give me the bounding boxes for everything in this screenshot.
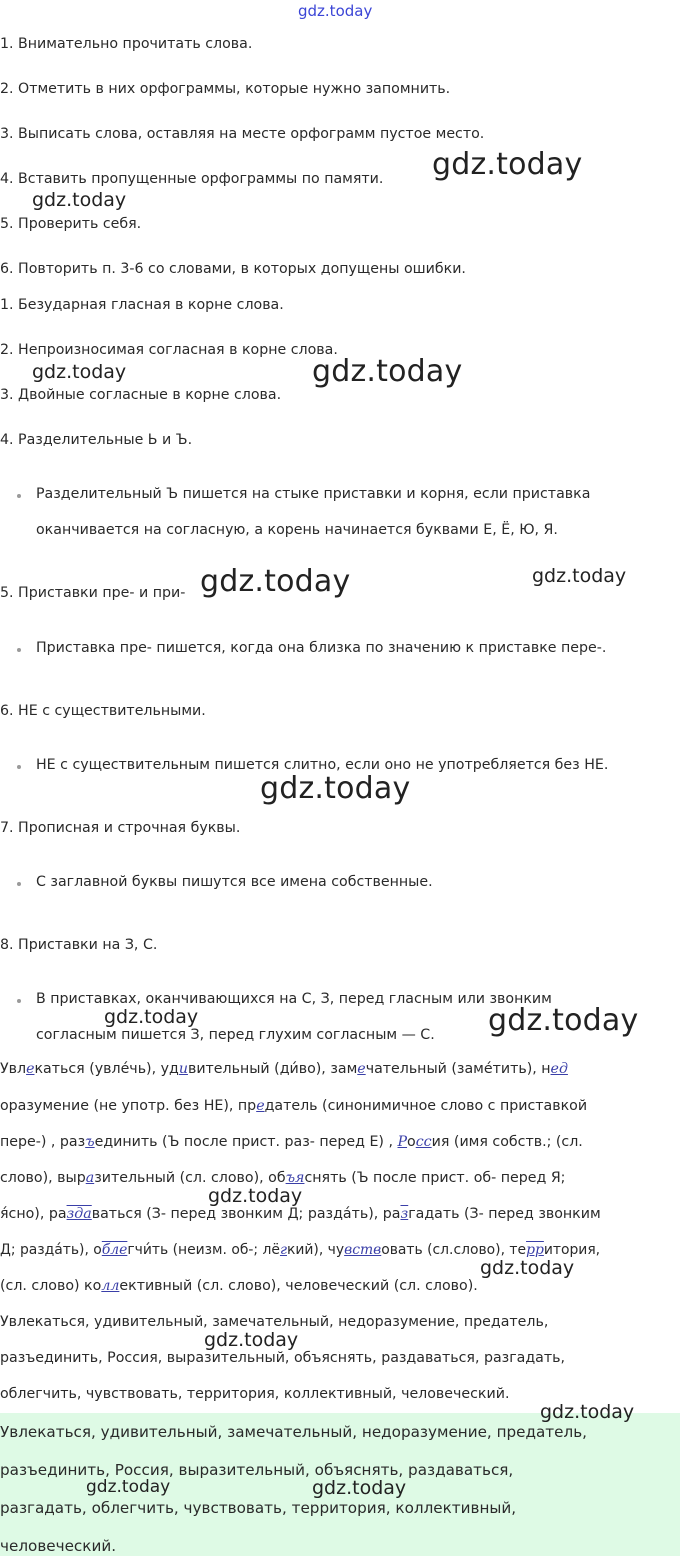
step-6: 6. Повторить п. 3-6 со словами, в которых допущены ошибки.: [0, 261, 466, 277]
answer-plain-line-1: Увлекаться, удивительный, замечательный, недоразумение, предатель,: [0, 1314, 549, 1330]
analysis-line-5: я́сно), раздаваться (З- перед звонким Д; разда́ть), разгадать (З- перед звонким: [0, 1206, 601, 1222]
rule-1-heading: 1. Безударная гласная в корне слова.: [0, 297, 284, 313]
answer-highlight-line-4: человеческий.: [0, 1537, 117, 1555]
watermark: gdz.today: [86, 1477, 171, 1497]
answer-highlight-line-1: Увлекаться, удивительный, замечательный, недоразумение, предатель,: [0, 1423, 587, 1441]
orthogram-mark: е: [26, 1061, 35, 1077]
answer-highlight-line-2: разъединить, Россия, выразительный, объяснять, раздаваться,: [0, 1461, 514, 1479]
watermark: gdz.today: [488, 1003, 639, 1038]
answer-plain-line-3: облегчить, чувствовать, территория, коллективный, человеческий.: [0, 1386, 510, 1402]
orthogram-mark: вств: [344, 1242, 382, 1258]
watermark: gdz.today: [312, 1477, 407, 1499]
orthogram-mark: е: [357, 1061, 366, 1077]
watermark: gdz.today: [532, 565, 627, 587]
orthogram-mark: а: [85, 1170, 95, 1186]
watermark: gdz.today: [540, 1401, 635, 1423]
watermark: gdz.today: [298, 2, 373, 20]
rule-4-heading: 4. Разделительные Ь и Ъ.: [0, 432, 193, 448]
rule-6-bullet-line-1: НЕ с существительным пишется слитно, если оно не употребляется без НЕ.: [36, 757, 609, 773]
watermark: gdz.today: [104, 1006, 199, 1028]
rule-7-bullet-line-1: С заглавной буквы пишутся все имена собственные.: [36, 874, 433, 890]
watermark: gdz.today: [260, 771, 411, 806]
orthogram-mark: е: [256, 1098, 265, 1114]
orthogram-mark: рр: [526, 1242, 544, 1258]
watermark: gdz.today: [208, 1185, 303, 1207]
watermark: gdz.today: [204, 1329, 299, 1351]
answer-highlight-line-3: разгадать, облегчить, чувствовать, территория, коллективный,: [0, 1499, 517, 1517]
orthogram-mark: бле: [101, 1242, 128, 1258]
analysis-line-1: Увлекаться (увле́чь), удивительный (ди́во), замечательный (заме́тить), нед: [0, 1061, 568, 1077]
bullet-icon: [17, 765, 21, 769]
step-5: 5. Проверить себя.: [0, 216, 142, 232]
step-3: 3. Выписать слова, оставляя на месте орфограмм пустое место.: [0, 126, 485, 142]
analysis-line-6: Д; разда́ть), облегчи́ть (неизм. об-; лёгкий), чувствовать (сл.слово), территория,: [0, 1242, 601, 1258]
rule-3-heading: 3. Двойные согласные в корне слова.: [0, 387, 282, 403]
step-1: 1. Внимательно прочитать слова.: [0, 36, 253, 52]
bullet-icon: [17, 494, 21, 498]
orthogram-mark: ъя: [285, 1170, 305, 1186]
watermark: gdz.today: [432, 147, 583, 182]
orthogram-mark: з: [400, 1206, 409, 1222]
orthogram-mark: ед: [550, 1061, 568, 1077]
answer-plain-line-2: разъединить, Россия, выразительный, объяснять, раздаваться, разгадать,: [0, 1350, 566, 1366]
orthogram-mark: ъ: [85, 1134, 95, 1150]
watermark: gdz.today: [32, 361, 127, 383]
orthogram-mark: Р: [397, 1134, 408, 1150]
rule-5-bullet-line-1: Приставка пре- пишется, когда она близка по значению к приставке пере-.: [36, 640, 607, 656]
step-2: 2. Отметить в них орфограммы, которые нужно запомнить.: [0, 81, 451, 97]
bullet-icon: [17, 999, 21, 1003]
orthogram-mark: лл: [101, 1278, 120, 1294]
watermark: gdz.today: [200, 564, 351, 599]
orthogram-mark: и: [178, 1061, 188, 1077]
analysis-line-4: слово), выразительный (сл. слово), объяснять (Ъ после прист. об- перед Я;: [0, 1170, 566, 1186]
orthogram-mark: г: [279, 1242, 287, 1258]
rule-4-bullet-line-1: Разделительный Ъ пишется на стыке приставки и корня, если приставка: [36, 486, 591, 502]
watermark: gdz.today: [480, 1257, 575, 1279]
rule-8-bullet-line-1: В приставках, оканчивающихся на С, З, перед гласным или звонким: [36, 991, 552, 1007]
analysis-line-2: оразумение (не употр. без НЕ), предатель (синонимичное слово с приставкой: [0, 1098, 588, 1114]
analysis-line-7: (сл. слово) коллективный (сл. слово), человеческий (сл. слово).: [0, 1278, 478, 1294]
rule-2-heading: 2. Непроизносимая согласная в корне слова.: [0, 342, 338, 358]
rule-5-heading: 5. Приставки пре- и при-: [0, 585, 186, 601]
bullet-icon: [17, 882, 21, 886]
step-4: 4. Вставить пропущенные орфограммы по памяти.: [0, 171, 384, 187]
rule-8-bullet-line-2: согласным пишется З, перед глухим согласным — С.: [36, 1027, 435, 1043]
bullet-icon: [17, 648, 21, 652]
rule-6-heading: 6. НЕ с существительными.: [0, 703, 206, 719]
orthogram-mark: зда: [66, 1206, 92, 1222]
watermark: gdz.today: [32, 189, 127, 211]
rule-7-heading: 7. Прописная и строчная буквы.: [0, 820, 241, 836]
rule-4-bullet-line-2: оканчивается на согласную, а корень начинается буквами Е, Ё, Ю, Я.: [36, 522, 558, 538]
watermark: gdz.today: [312, 354, 463, 389]
rule-8-heading: 8. Приставки на З, С.: [0, 937, 158, 953]
orthogram-mark: сс: [415, 1134, 432, 1150]
analysis-line-3: пере-) , разъединить (Ъ после прист. раз- перед Е) , Россия (имя собств.; (сл.: [0, 1134, 583, 1150]
